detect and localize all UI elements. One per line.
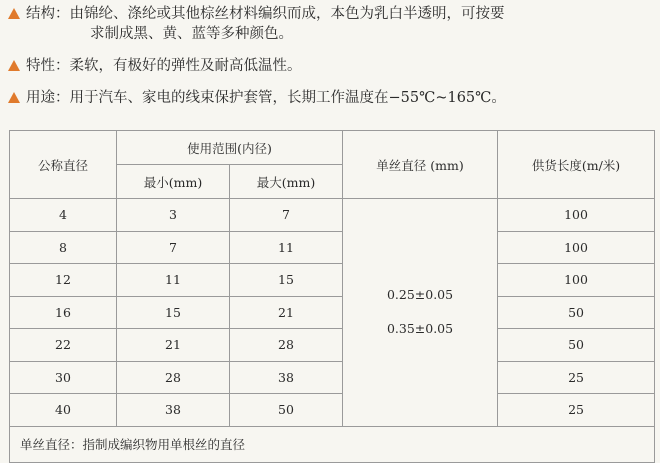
table-row — [10, 296, 655, 329]
property-label: 特性： — [26, 58, 70, 74]
col-header-filament: 单丝直径 (mm) — [343, 131, 498, 199]
structure-text: 由锦纶、涤纶或其他棕丝材料编织而成，本色为乳白半透明，可按要 — [69, 6, 505, 22]
length-cell: 25 — [498, 361, 655, 394]
length-cell: 100 — [498, 199, 655, 232]
table-row — [10, 264, 655, 297]
min-cell: 38 — [117, 394, 230, 427]
max-cell: 50 — [230, 394, 343, 427]
nominal-cell: 30 — [10, 361, 117, 394]
header-row — [10, 131, 655, 165]
length-cell: 25 — [498, 394, 655, 427]
property-text: 柔软，有极好的弹性及耐高低温性。 — [69, 58, 302, 74]
filament-value: 0.35±0.05 — [386, 321, 454, 337]
col-header-min: 最小(mm) — [117, 165, 230, 199]
filament-cell — [343, 199, 498, 427]
usage-item — [8, 88, 654, 108]
min-cell: 21 — [117, 329, 230, 362]
col-header-nominal: 公称直径 — [10, 131, 117, 199]
table-row — [10, 394, 655, 427]
usage-label: 用途： — [26, 90, 70, 106]
table-row — [10, 199, 655, 232]
spec-table — [9, 130, 655, 463]
length-cell: 50 — [498, 296, 655, 329]
nominal-cell: 12 — [10, 264, 117, 297]
nominal-cell: 8 — [10, 231, 117, 264]
col-header-length: 供货长度(m/米) — [498, 131, 655, 199]
length-cell: 100 — [498, 264, 655, 297]
nominal-cell: 40 — [10, 394, 117, 427]
max-cell: 15 — [230, 264, 343, 297]
col-header-max: 最大(mm) — [230, 165, 343, 199]
structure-item — [8, 4, 654, 44]
nominal-cell: 4 — [10, 199, 117, 232]
min-cell: 3 — [117, 199, 230, 232]
orange-triangle-icon — [8, 92, 20, 103]
nominal-cell: 16 — [10, 296, 117, 329]
max-cell: 28 — [230, 329, 343, 362]
orange-triangle-icon — [8, 60, 20, 71]
footnote-row — [10, 426, 655, 462]
nominal-cell: 22 — [10, 329, 117, 362]
length-cell: 100 — [498, 231, 655, 264]
filament-value: 0.25±0.05 — [386, 287, 454, 303]
min-cell: 7 — [117, 231, 230, 264]
structure-label: 结构： — [26, 6, 70, 22]
usage-text: 用于汽车、家电的线束保护套管，长期工作温度在−55℃~165℃。 — [69, 90, 506, 106]
min-cell: 15 — [117, 296, 230, 329]
col-header-range: 使用范围(内径) — [117, 131, 343, 165]
max-cell: 38 — [230, 361, 343, 394]
footnote: 单丝直径：指制成编织物用单根丝的直径 — [10, 426, 655, 462]
max-cell: 21 — [230, 296, 343, 329]
table-row — [10, 361, 655, 394]
min-cell: 28 — [117, 361, 230, 394]
property-item — [8, 56, 654, 76]
table-row — [10, 329, 655, 362]
length-cell: 50 — [498, 329, 655, 362]
feature-list — [8, 4, 654, 108]
table-row — [10, 231, 655, 264]
orange-triangle-icon — [8, 8, 20, 19]
max-cell: 7 — [230, 199, 343, 232]
structure-text-line2: 求制成黑、黄、蓝等多种颜色。 — [90, 26, 293, 42]
max-cell: 11 — [230, 231, 343, 264]
min-cell: 11 — [117, 264, 230, 297]
